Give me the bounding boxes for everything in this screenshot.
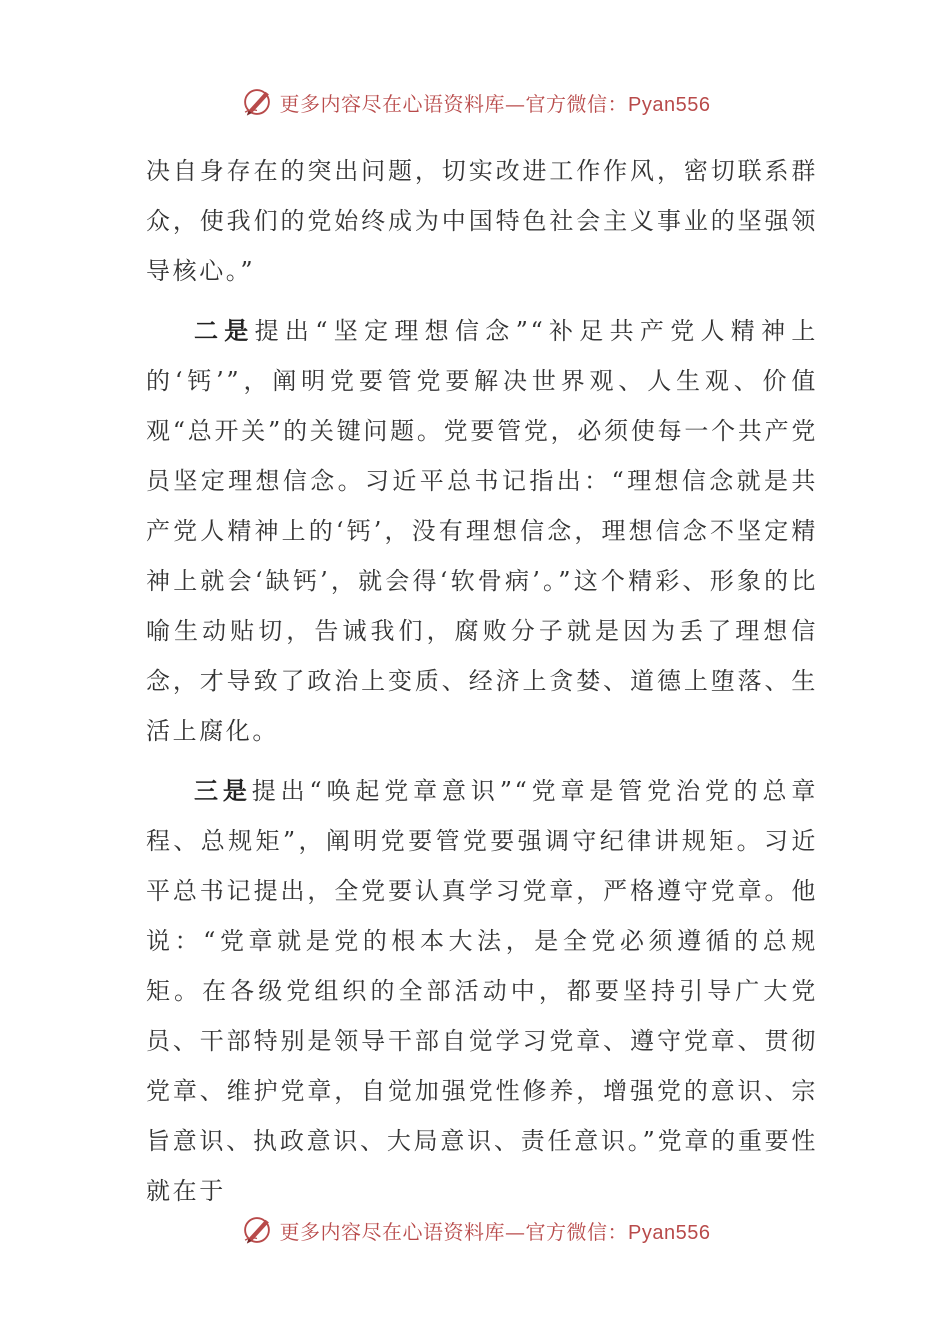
paragraph-3 [146,766,818,1216]
footer-separator: — [505,1219,526,1244]
paragraph-2-lead: 二是 [194,316,255,345]
paragraph-1 [146,146,818,296]
footer-banner-inner [240,1213,711,1247]
header-text [280,88,711,117]
paragraph-3-text: 提出“唤起党章意识”“党章是管党治党的总章程、总规矩”，阐明党要管党要强调守纪律讲规矩。习近平总书记提出，全党要认真学习党章，严格遵守党章。他说：“党章就是党的根本大法，是全党必须遵循的总规矩。在各级党组织的全部活动中，都要坚持引导广大党员、干部特别是领导干部自觉学习党章、遵守党章、贯彻党章、维护党章，自觉加强党性修养，增强党的意识、宗旨意识、执政意识、大局意识、责任意识。”党章的重要性就在于 [146,777,818,1205]
header-separator: — [505,91,526,116]
footer-wechat-id: Pyan556 [628,1221,711,1244]
paragraph-1-text: 决自身存在的突出问题，切实改进工作作风，密切联系群众，使我们的党始终成为中国特色社会主义事业的坚强领导核心。” [146,157,818,285]
header-wechat-id: Pyan556 [628,93,711,116]
footer-text [280,1216,711,1245]
header-text-cn: 更多内容尽在心语资料库 [279,91,506,116]
pen-circle-logo-icon [240,85,274,119]
footer-banner [0,1210,950,1250]
document-body [146,146,818,1216]
paragraph-2-text: 提出“坚定理想信念”“补足共产党人精神上的‘钙’”，阐明党要管党要解决世界观、人生观、价值观“总开关”的关键问题。党要管党，必须使每一个共产党员坚定理想信念。习近平总书记指出：“理想信念就是共产党人精神上的‘钙’，没有理想信念，理想信念不坚定精神上就会‘缺钙’，就会得‘软骨病’。”这个精彩、形象的比喻生动贴切，告诫我们，腐败分子就是因为丢了理想信念，才导致了政治上变质、经济上贪婪、道德上堕落、生活上腐化。 [146,317,819,745]
header-banner-inner [240,85,711,119]
paragraph-2 [146,306,818,756]
header-text-cn2: 官方微信： [525,91,629,116]
paragraph-3-lead: 三是 [194,776,252,805]
pen-circle-logo-icon [240,1213,274,1247]
header-banner [0,82,950,122]
footer-text-cn: 更多内容尽在心语资料库 [279,1219,506,1244]
footer-text-cn2: 官方微信： [525,1219,629,1244]
